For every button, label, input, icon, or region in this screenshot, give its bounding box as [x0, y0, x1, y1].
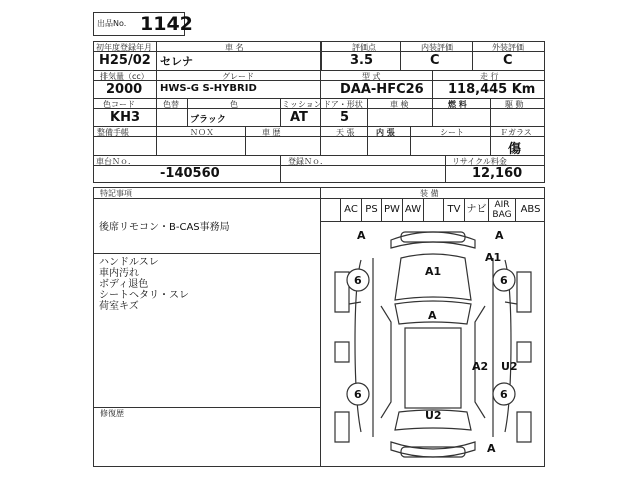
- row-line: [93, 253, 320, 254]
- equip-blank2: [424, 199, 444, 221]
- col-line: [432, 98, 433, 126]
- car-name-value: セレナ: [160, 55, 193, 68]
- remark-item: 車内汚れ: [99, 268, 139, 279]
- equip-blank: [320, 199, 341, 221]
- tire-rear-left: 6: [354, 388, 362, 401]
- col-line: [320, 126, 321, 155]
- col-line: [245, 126, 246, 155]
- seat-label: シート: [440, 128, 464, 137]
- remarks-label: 特記事項: [100, 189, 132, 198]
- repair-label: 修復歴: [100, 409, 124, 418]
- col-line: [490, 98, 491, 126]
- col-line: [156, 41, 157, 70]
- maintenance-label: 整備手帳: [97, 128, 129, 137]
- equip-abs: ABS: [520, 204, 541, 215]
- equip-pw: PW: [382, 199, 403, 221]
- col-line: [400, 41, 401, 70]
- row-line: [93, 126, 545, 127]
- color-code-value: KH3: [110, 110, 140, 125]
- col-line: [410, 126, 411, 155]
- col-line: [280, 98, 281, 126]
- drive-label: 駆 動: [505, 100, 524, 109]
- equip-navi: ナビ: [465, 199, 489, 221]
- mark-front-left: A: [357, 229, 366, 242]
- interior-value: C: [430, 53, 440, 68]
- interior-trim-label: 内 張: [376, 128, 395, 137]
- equip-ps: PS: [362, 199, 382, 221]
- remark-item: 荷室キズ: [99, 301, 139, 312]
- fuel-label: 燃 料: [448, 100, 467, 109]
- sunroof-label: 天 張: [336, 128, 355, 137]
- mark-right-rear-u: U2: [501, 360, 518, 373]
- exterior-value: C: [503, 53, 513, 68]
- mileage-label: 走 行: [480, 72, 499, 81]
- first-reg-value: H25/02: [99, 53, 151, 68]
- remark-item: シートヘタリ・スレ: [99, 290, 189, 301]
- col-line: [187, 98, 188, 126]
- col-line: [320, 41, 322, 70]
- mileage-value: 118,445 Km: [448, 82, 536, 97]
- tire-front-left: 6: [354, 274, 362, 287]
- remarks-main: 後席リモコン・B-CAS事務局: [99, 222, 230, 233]
- car-diagram: [321, 222, 545, 467]
- col-line: [490, 126, 491, 155]
- equip-ac: AC: [341, 199, 362, 221]
- equip-aw: AW: [403, 199, 424, 221]
- reg-no-label: 登録Ｎｏ．: [288, 157, 328, 166]
- col-line: [367, 98, 368, 126]
- displacement-value: 2000: [106, 82, 143, 97]
- grade-label: グレード: [222, 72, 254, 81]
- lot-number: 1142: [140, 13, 193, 35]
- color-code-label: 色コード: [103, 100, 135, 109]
- col-line: [156, 70, 157, 98]
- col-line: [432, 70, 433, 98]
- recycle-value: 12,160: [472, 166, 523, 181]
- col-line: [320, 70, 321, 98]
- lot-label: 出品No.: [97, 19, 127, 28]
- exterior-label: 外装評価: [492, 43, 524, 52]
- model-value: DAA-HFC26: [340, 82, 424, 97]
- transmission-value: AT: [290, 110, 308, 125]
- mark-hood: A1: [425, 265, 442, 278]
- doors-value: 5: [340, 110, 350, 125]
- equip-airbag: AIR BAG: [489, 199, 516, 221]
- grade-value: HWS-G S-HYBRID: [160, 83, 257, 94]
- nox-label: ＮＯＸ: [190, 128, 214, 137]
- col-line: [280, 155, 281, 183]
- col-line: [367, 126, 368, 155]
- door-shape-label: ドア・形状: [323, 100, 363, 109]
- row-line: [93, 70, 545, 71]
- inspection-label: 車 検: [390, 100, 409, 109]
- tire-rear-right: 6: [500, 388, 508, 401]
- row-line: [93, 80, 545, 81]
- score-value: 3.5: [350, 53, 374, 68]
- first-reg-label: 初年度登録年月: [96, 43, 152, 52]
- glass-value: 傷: [508, 142, 522, 157]
- col-line: [445, 155, 446, 183]
- glass-label: Ｆガラス: [500, 128, 532, 137]
- tire-front-right: 6: [500, 274, 508, 287]
- color-value: ブラック: [190, 115, 226, 125]
- row-line: [93, 51, 545, 52]
- transmission-label: ミッション: [282, 100, 322, 109]
- chassis-label: 車台Ｎｏ．: [96, 157, 136, 166]
- score-label: 評価点: [352, 43, 376, 52]
- col-line: [472, 41, 473, 70]
- row-line: [93, 136, 545, 137]
- color-change-label: 色替: [163, 100, 179, 109]
- recycle-label: リサイクル料金: [452, 157, 507, 166]
- history-label: 車 歴: [262, 128, 281, 137]
- displacement-label: 排気量（cc）: [100, 72, 149, 81]
- mark-rear-bumper: U2: [425, 409, 442, 422]
- col-line: [156, 126, 157, 155]
- mark-front-right: A: [495, 229, 504, 242]
- chassis-value: -140560: [160, 166, 220, 181]
- color-label: 色: [230, 100, 238, 109]
- row-line: [93, 407, 320, 408]
- remark-item: ハンドルスレ: [99, 257, 159, 268]
- interior-label: 内装評価: [421, 43, 453, 52]
- mark-right-rear: A2: [472, 360, 489, 373]
- model-label: 型 式: [362, 72, 381, 81]
- car-name-label: 車 名: [225, 43, 244, 52]
- mark-rear-right: A: [487, 442, 496, 455]
- remark-item: ボディ退色: [99, 279, 149, 290]
- mark-right-fender: A1: [485, 251, 502, 264]
- col-line: [156, 98, 157, 126]
- equipment-label: 装 備: [420, 189, 439, 198]
- equip-tv: TV: [444, 199, 465, 221]
- mark-roof: A: [428, 309, 437, 322]
